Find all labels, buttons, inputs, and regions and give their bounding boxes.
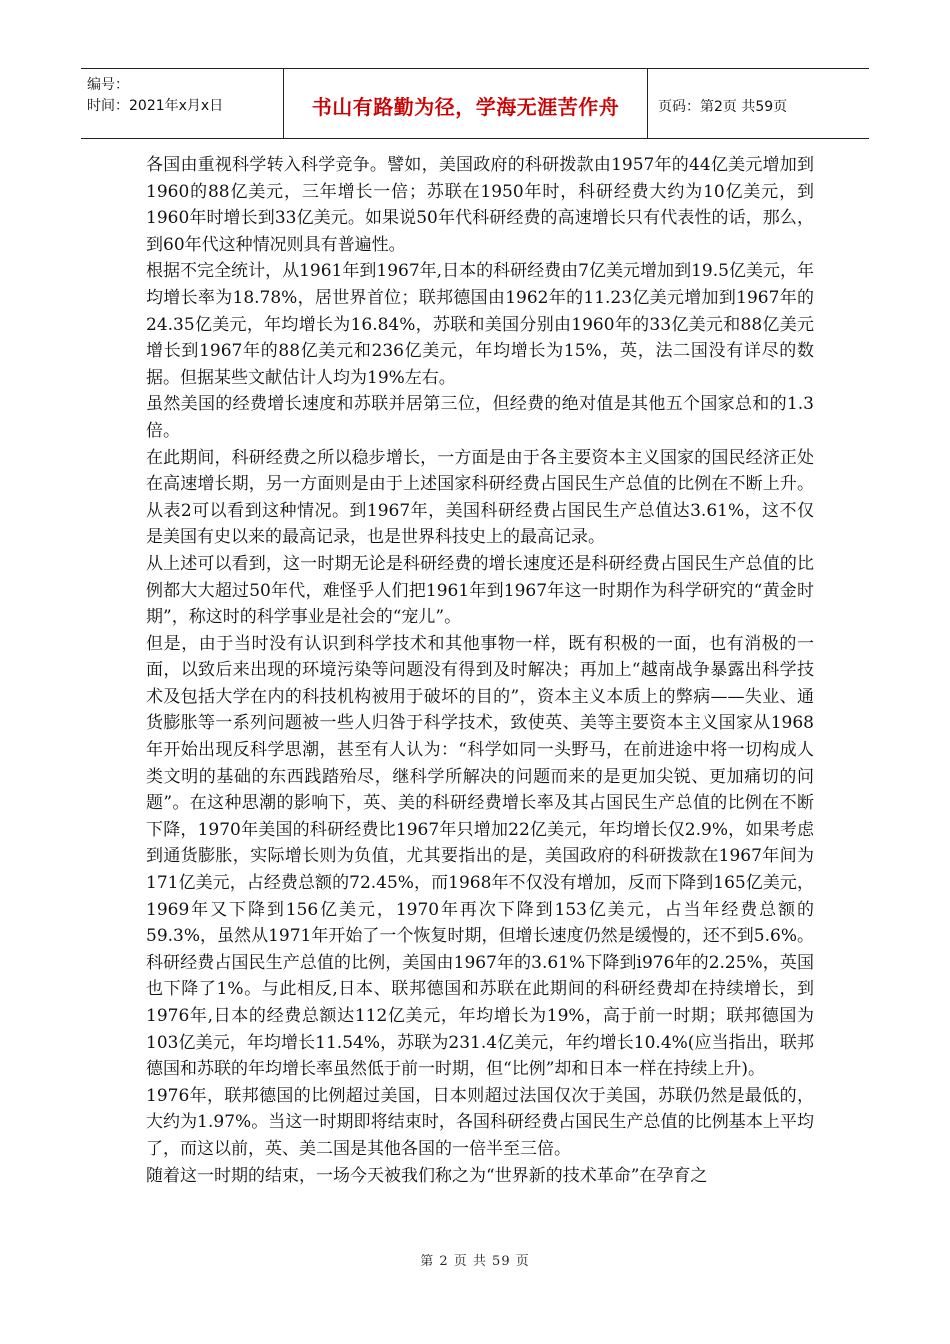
header-motto: 书山有路勤为径，学海无涯苦作舟 xyxy=(311,95,620,119)
header-page-info: 页码：第2页 共59页 xyxy=(658,98,788,115)
page-footer: 第 2 页 共 59 页 xyxy=(420,1254,530,1269)
body-paragraph: 根据不完全统计，从1961年到1967年,日本的科研经费由7亿美元增加到19.5亿美元，年均增长率为18.78%，居世界首位；联邦德国由1962年的11.23亿美元增加到1967年的24.35亿美元，年均增长为16.84%，苏联和美国分别由1960年的33亿美元和88亿美元增长到1967年的88亿美元和236亿美元，年均增长为15%，英，法二国没有详尽的数据。但据某些文献估计人均为19%左右。 xyxy=(146,261,814,388)
document-body xyxy=(146,152,814,1189)
body-paragraph: 1976年，联邦德国的比例超过美国，日本则超过法国仅次于美国，苏联仍然是最低的，大约为1.97%。当这一时期即将结束时，各国科研经费占国民生产总值的比例基本上平均了，而这以前，英、美二国是其他各国的一倍半至三倍。 xyxy=(146,1085,814,1159)
body-paragraph: 在此期间，科研经费之所以稳步增长，一方面是由于各主要资本主义国家的国民经济正处在高速增长期，另一方面则是由于上述国家科研经费占国民生产总值的比例在不断上升。从表2可以看到这种情况。到1967年，美国科研经费占国民生产总值达3.61%，这不仅是美国有史以来的最高记录，也是世界科技史上的最高记录。 xyxy=(146,447,814,548)
body-paragraph: 随着这一时期的结束，一场今天被我们称之为“世界新的技术革命”在孕育之 xyxy=(146,1165,708,1186)
body-paragraph: 但是，由于当时没有认识到科学技术和其他事物一样，既有积极的一面，也有消极的一面，以致后来出现的环境污染等问题没有得到及时解决；再加上“越南战争暴露出科学技术及包括大学在内的科技机构被用于破坏的目的”，资本主义本质上的弊病——失业、通货膨胀等一系列问题被一些人归咎于科学技术，致使英、美等主要资本主义国家从1968年开始出现反科学思潮，甚至有人认为：“科学如同一头野马，在前进途中将一切构成人类文明的基础的东西践踏殆尽，继科学所解决的问题而来的是更加尖锐、更加痛切的问题”。在这种思潮的影响下，英、美的科研经费增长率及其占国民生产总值的比例在不断下降，1970年美国的科研经费比1967年只增加22亿美元，年均增长仅2.9%，如果考虑到通货膨胀，实际增长则为负值，尤其要指出的是，美国政府的科研拨款在1967年间为171亿美元，占经费总额的72.45%，而1968年不仅没有增加，反而下降到165亿美元，1969年又下降到156亿美元，1970年再次下降到153亿美元，占当年经费总额的59.3%，虽然从1971年开始了一个恢复时期，但增长速度仍然是缓慢的，还不到5.6%。科研经费占国民生产总值的比例，美国由1967年的3.61%下降到i976年的2.25%，英国也下降了1%。与此相反,日本、联邦德国和苏联在此期间的科研经费却在持续增长，到1976年,日本的经费总额达112亿美元，年均增长为19%，高于前一时期；联邦德国为103亿美元，年均增长11.54%，苏联为231.4亿美元，年约增长10.4%(应当指出，联邦德国和苏联的年均增长率虽然低于前一时期，但“比例”却和日本一样在持续上升)。 xyxy=(146,633,814,1080)
document-number: 编号： xyxy=(87,77,129,93)
document-date: 时间：2021年x月x日 xyxy=(87,98,224,114)
body-paragraph: 各国由重视科学转入科学竞争。譬如，美国政府的科研拨款由1957年的44亿美元增加到1960的88亿美元，三年增长一倍；苏联在1950年时，科研经费大约为10亿美元，到1960年时增长到33亿美元。如果说50年代科研经费的高速增长只有代表性的话，那么，到60年代这种情况则具有普遍性。 xyxy=(146,155,814,255)
header-page-cell xyxy=(648,69,869,138)
header-motto-cell xyxy=(284,69,648,138)
header-meta xyxy=(81,69,284,138)
page-header xyxy=(81,68,869,139)
body-paragraph: 从上述可以看到，这一时期无论是科研经费的增长速度还是科研经费占国民生产总值的比例都大大超过50年代，难怪乎人们把1961年到1967年这一时期作为科学研究的“黄金时期”，称这时的科学事业是社会的“宠儿”。 xyxy=(146,553,814,628)
body-paragraph: 虽然美国的经费增长速度和苏联并居第三位，但经费的绝对值是其他五个国家总和的1.3倍。 xyxy=(146,394,814,441)
